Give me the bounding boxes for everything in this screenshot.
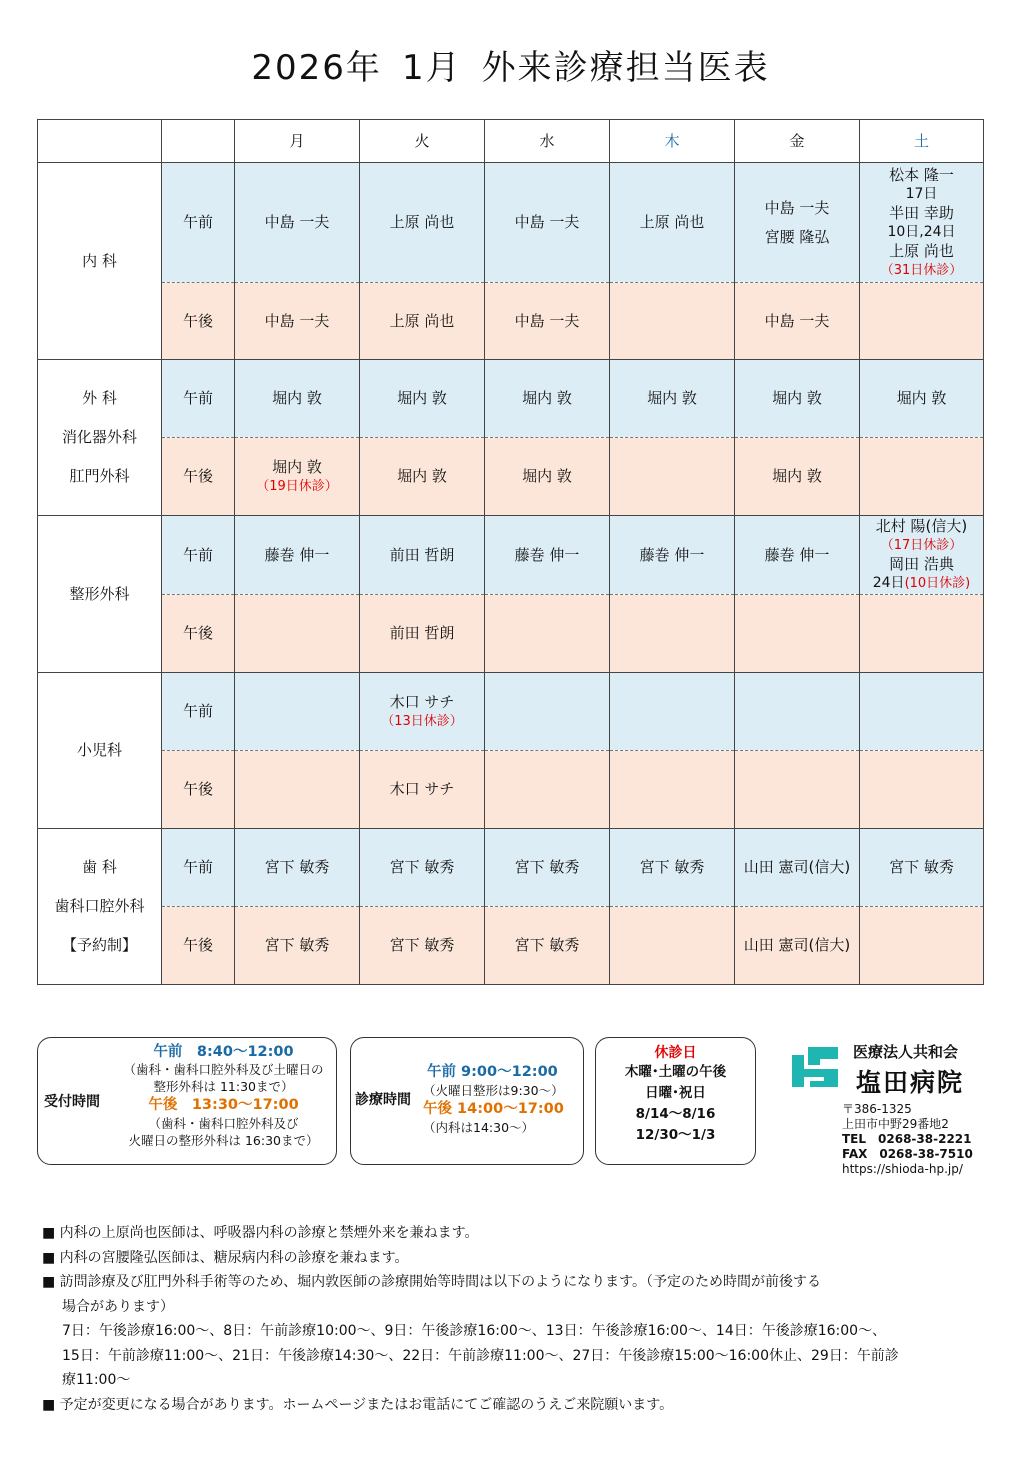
geka-am-tue: 堀内 敦 [360, 360, 485, 438]
seikei-pm-sat-closed [860, 595, 984, 673]
period-am: 午前 [162, 516, 235, 595]
hospital-org: 医療法人共和会 [853, 1043, 959, 1061]
doctor-name: 半田 幸助 [889, 203, 954, 222]
doctor-name: 北村 陽(信大) [875, 517, 968, 535]
date-note: 10日,24日 [887, 223, 956, 240]
period-am: 午前 [162, 673, 235, 751]
closed-label: 休診日 [654, 1045, 697, 1061]
consult-label: 診療時間 [355, 1092, 411, 1108]
shika-pm-fri: 山田 憲司(信大) [735, 907, 860, 985]
reception-hours-box [37, 1037, 337, 1165]
seikei-pm-row [38, 595, 984, 673]
period-am: 午前 [162, 163, 235, 283]
geka-pm-mon [235, 438, 360, 516]
reception-details [116, 1043, 331, 1149]
hospital-address-block [842, 1102, 973, 1177]
naika-am-mon: 中島 一夫 [235, 163, 360, 283]
hospital-name: 塩田病院 [856, 1068, 965, 1097]
period-pm: 午後 [162, 751, 235, 829]
dept-label: 外 科 [82, 389, 117, 407]
seikei-pm-tue: 前田 哲朗 [360, 595, 485, 673]
title-year: 2026年 [251, 48, 382, 88]
doctor-name: 木口 サチ [389, 692, 455, 711]
period-pm: 午後 [162, 438, 235, 516]
geka-pm-sat-closed [860, 438, 984, 516]
dept-label: 消化器外科 [61, 428, 137, 446]
header-day-wed: 水 [485, 120, 610, 163]
dept-geka [38, 360, 162, 516]
title-name: 外来診療担当医表 [481, 48, 770, 88]
shoni-pm-tue: 木口 サチ [360, 751, 485, 829]
shika-pm-mon: 宮下 敏秀 [235, 907, 360, 985]
doctor-name: 堀内 敦 [272, 457, 322, 476]
reception-pm-note: 火曜日の整形外科は 16:30まで） [128, 1133, 319, 1148]
tel: TEL 0268-38-2221 [842, 1132, 972, 1146]
shoni-pm-wed [485, 751, 610, 829]
shika-pm-tue: 宮下 敏秀 [360, 907, 485, 985]
dept-label: 肛門外科 [69, 467, 130, 485]
header-empty-cell [162, 120, 235, 163]
seikei-am-sat [860, 516, 984, 595]
schedule-table [37, 119, 984, 985]
consult-am-note: （火曜日整形は9:30～） [423, 1083, 564, 1098]
naika-am-sat [860, 163, 984, 283]
closed-note: （19日休診） [256, 478, 338, 494]
dept-label: 歯科口腔外科 [54, 897, 145, 915]
naika-pm-thu-closed [610, 283, 735, 360]
seikei-am-wed: 藤巻 伸一 [485, 516, 610, 595]
naika-am-wed: 中島 一夫 [485, 163, 610, 283]
period-pm: 午後 [162, 283, 235, 360]
consult-hours-box [350, 1037, 584, 1165]
closed-note: (10日休診) [904, 576, 971, 591]
shika-pm-wed: 宮下 敏秀 [485, 907, 610, 985]
dept-label: 【予約制】 [61, 936, 137, 954]
naika-pm-sat-closed [860, 283, 984, 360]
reception-am-note: 整形外科は 11:30まで） [153, 1079, 294, 1094]
seikei-pm-wed [485, 595, 610, 673]
note-item: ■ 内科の上原尚也医師は、呼吸器内科の診療と禁煙外来を兼ねます。 [42, 1225, 479, 1241]
shoni-pm-thu [610, 751, 735, 829]
title-month: 1月 [401, 48, 462, 88]
doctor-name: 上原 尚也 [889, 241, 954, 260]
doctor-name: 松本 隆一 [889, 165, 954, 184]
consult-details [423, 1062, 578, 1136]
notes-section [42, 1221, 942, 1417]
shika-am-thu: 宮下 敏秀 [610, 829, 735, 907]
shika-pm-sat-closed [860, 907, 984, 985]
note-item: 療11:00～ [62, 1372, 131, 1388]
closed-note: （17日休診） [880, 538, 963, 553]
shoni-am-sat [860, 673, 984, 751]
seikei-am-tue: 前田 哲朗 [360, 516, 485, 595]
reception-label: 受付時間 [44, 1094, 100, 1110]
hospital-logo-icon [790, 1045, 840, 1089]
seikei-pm-fri [735, 595, 860, 673]
closed-line: 日曜･祝日 [645, 1085, 706, 1101]
dept-shika [38, 829, 162, 985]
note-item: 場合があります） [62, 1298, 174, 1315]
period-am: 午前 [162, 360, 235, 438]
naika-am-thu: 上原 尚也 [610, 163, 735, 283]
consult-pm: 午後 14:00～17:00 [423, 1101, 564, 1117]
shika-pm-row [38, 907, 984, 985]
website-link[interactable]: https://shioda-hp.jp/ [842, 1162, 963, 1176]
shika-am-sat: 宮下 敏秀 [860, 829, 984, 907]
reception-am-note: （歯科・歯科口腔外科及び土曜日の [123, 1062, 324, 1077]
geka-am-row [38, 360, 984, 438]
shika-am-wed: 宮下 敏秀 [485, 829, 610, 907]
seikei-pm-mon [235, 595, 360, 673]
fax: FAX 0268-38-7510 [842, 1147, 973, 1161]
reception-pm-note: （歯科・歯科口腔外科及び [148, 1116, 299, 1131]
geka-am-sat: 堀内 敦 [860, 360, 984, 438]
naika-pm-wed: 中島 一夫 [485, 283, 610, 360]
header-day-tue: 火 [360, 120, 485, 163]
shika-am-fri: 山田 憲司(信大) [735, 829, 860, 907]
shoni-am-row [38, 673, 984, 751]
date-label: 24日 [872, 575, 905, 591]
naika-am-row [38, 163, 984, 283]
closed-line: 8/14～8/16 [635, 1106, 716, 1122]
shoni-pm-row [38, 751, 984, 829]
date-note [860, 574, 983, 593]
seikei-am-thu: 藤巻 伸一 [610, 516, 735, 595]
geka-am-wed: 堀内 敦 [485, 360, 610, 438]
dept-naika: 内 科 [38, 163, 162, 360]
geka-pm-wed: 堀内 敦 [485, 438, 610, 516]
period-pm: 午後 [162, 907, 235, 985]
shoni-am-tue [360, 673, 485, 751]
shoni-am-fri [735, 673, 860, 751]
note-item: ■ 訪問診療及び肛門外科手術等のため、堀内敦医師の診療開始等時間は以下のようになります。（予定のため時間が前後する [42, 1274, 821, 1290]
geka-pm-fri: 堀内 敦 [735, 438, 860, 516]
header-day-mon: 月 [235, 120, 360, 163]
dept-shoni: 小児科 [38, 673, 162, 829]
doctor-name: 宮腰 隆弘 [764, 227, 830, 246]
doctor-name: 中島 一夫 [764, 198, 830, 217]
period-pm: 午後 [162, 595, 235, 673]
note-item: 15日：午前診療11:00～、21日：午後診療14:30～、22日：午前診療11:00～、27日：午後診療15:00～16:00休止、29日：午前診 [62, 1347, 899, 1364]
closed-line: 木曜･土曜の午後 [624, 1064, 727, 1080]
note-item: ■ 内科の宮腰隆弘医師は、糖尿病内科の診療を兼ねます。 [42, 1249, 409, 1266]
header-day-thu: 木 [610, 120, 735, 163]
naika-pm-row [38, 283, 984, 360]
shika-am-row [38, 829, 984, 907]
reception-am: 午前 8:40～12:00 [153, 1044, 294, 1060]
naika-pm-fri: 中島 一夫 [735, 283, 860, 360]
geka-pm-tue: 堀内 敦 [360, 438, 485, 516]
geka-am-mon: 堀内 敦 [235, 360, 360, 438]
dept-label: 歯 科 [82, 858, 117, 876]
geka-pm-row [38, 438, 984, 516]
consult-pm-note: （内科は14:30～） [423, 1120, 535, 1135]
postal-code: 〒386-1325 [842, 1102, 912, 1116]
geka-pm-thu-closed [610, 438, 735, 516]
shoni-am-wed [485, 673, 610, 751]
geka-am-thu: 堀内 敦 [610, 360, 735, 438]
page-title [0, 40, 1021, 89]
seikei-am-fri: 藤巻 伸一 [735, 516, 860, 595]
header-row [38, 120, 984, 163]
shoni-am-mon [235, 673, 360, 751]
header-day-fri: 金 [735, 120, 860, 163]
doctor-name: 岡田 浩典 [889, 555, 954, 573]
closed-note: （13日休診） [381, 713, 463, 729]
shika-pm-thu-closed [610, 907, 735, 985]
shoni-pm-sat [860, 751, 984, 829]
naika-am-tue: 上原 尚也 [360, 163, 485, 283]
note-item: 7日：午後診療16:00～、8日：午前診療10:00～、9日：午後診療16:00～、13日：午後診療16:00～、14日：午後診療16:00～、 [62, 1323, 887, 1339]
naika-am-fri [735, 163, 860, 283]
header-day-sat: 土 [860, 120, 984, 163]
geka-am-fri: 堀内 敦 [735, 360, 860, 438]
naika-pm-mon: 中島 一夫 [235, 283, 360, 360]
seikei-pm-thu-closed [610, 595, 735, 673]
address: 上田市中野29番地2 [842, 1117, 949, 1131]
shika-am-tue: 宮下 敏秀 [360, 829, 485, 907]
note-item: ■ 予定が変更になる場合があります。ホームページまたはお電話にてご確認のうえご来院願います。 [42, 1396, 674, 1413]
shoni-am-thu [610, 673, 735, 751]
date-note: 17日 [905, 185, 938, 202]
period-am: 午前 [162, 829, 235, 907]
dept-seikei: 整形外科 [38, 516, 162, 673]
closed-days-box [595, 1037, 756, 1165]
header-empty-cell [38, 120, 162, 163]
seikei-am-mon: 藤巻 伸一 [235, 516, 360, 595]
consult-am: 午前 9:00～12:00 [427, 1064, 558, 1080]
closed-line: 12/30～1/3 [635, 1127, 716, 1143]
shika-am-mon: 宮下 敏秀 [235, 829, 360, 907]
seikei-am-row [38, 516, 984, 595]
naika-pm-tue: 上原 尚也 [360, 283, 485, 360]
shoni-pm-mon [235, 751, 360, 829]
closed-note: （31日休診） [880, 262, 963, 278]
reception-pm: 午後 13:30～17:00 [148, 1097, 299, 1113]
shoni-pm-fri [735, 751, 860, 829]
